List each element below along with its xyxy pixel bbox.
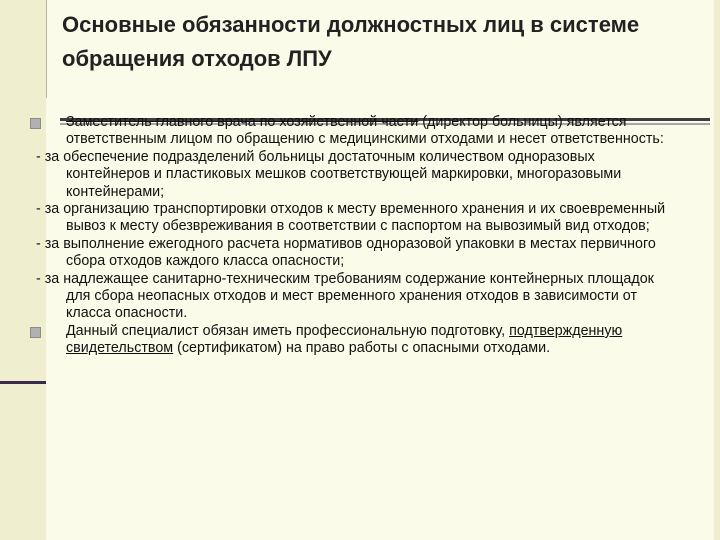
duty-item-1: - за обеспечение подразделений больницы достаточным количеством одноразовых контейнеров и пластиковых мешков соответствующей маркировки, многоразовыми контейнерами; xyxy=(36,148,622,200)
certificate-link[interactable]: подтвержденную свидетельством xyxy=(66,322,623,357)
intro-paragraph xyxy=(30,114,670,149)
bullet-square-icon xyxy=(30,118,41,129)
slide-body xyxy=(30,114,670,358)
final-text-before: Данный специалист обязан иметь профессиональную подготовку, xyxy=(66,322,510,339)
duty-item-3: - за выполнение ежегодного расчета нормативов одноразовой упаковки в местах первичного сбора отходов каждого класса опасности; xyxy=(36,235,656,270)
bullet-square-icon xyxy=(30,327,41,338)
intro-subject: Заместитель главного врача по хозяйственной части xyxy=(66,114,419,130)
duty-item-4: - за надлежащее санитарно-техническим требованиям содержание контейнерных площадок для сбора неопасных отходов и мест временного хранения отходов в зависимости от класса опасности. xyxy=(36,270,654,322)
slide-title: Основные обязанности должностных лиц в системе обращения отходов ЛПУ xyxy=(62,12,640,71)
final-text-after: (сертификатом) на право работы с опасными отходами. xyxy=(173,340,551,357)
title-divider-line xyxy=(46,0,47,98)
intro-text: (директор больницы) является ответственным лицом по обращению с медицинскими отходами и несет ответственность: xyxy=(66,114,664,148)
left-accent-bar xyxy=(0,381,46,384)
final-paragraph xyxy=(30,323,670,358)
right-decor-bar xyxy=(714,0,720,540)
duty-item-2: - за организацию транспортировки отходов к месту временного хранения и их своевременный вывоз к месту обезвреживания в соответствии с паспортом на вывозимый вид отходов; xyxy=(36,201,666,235)
